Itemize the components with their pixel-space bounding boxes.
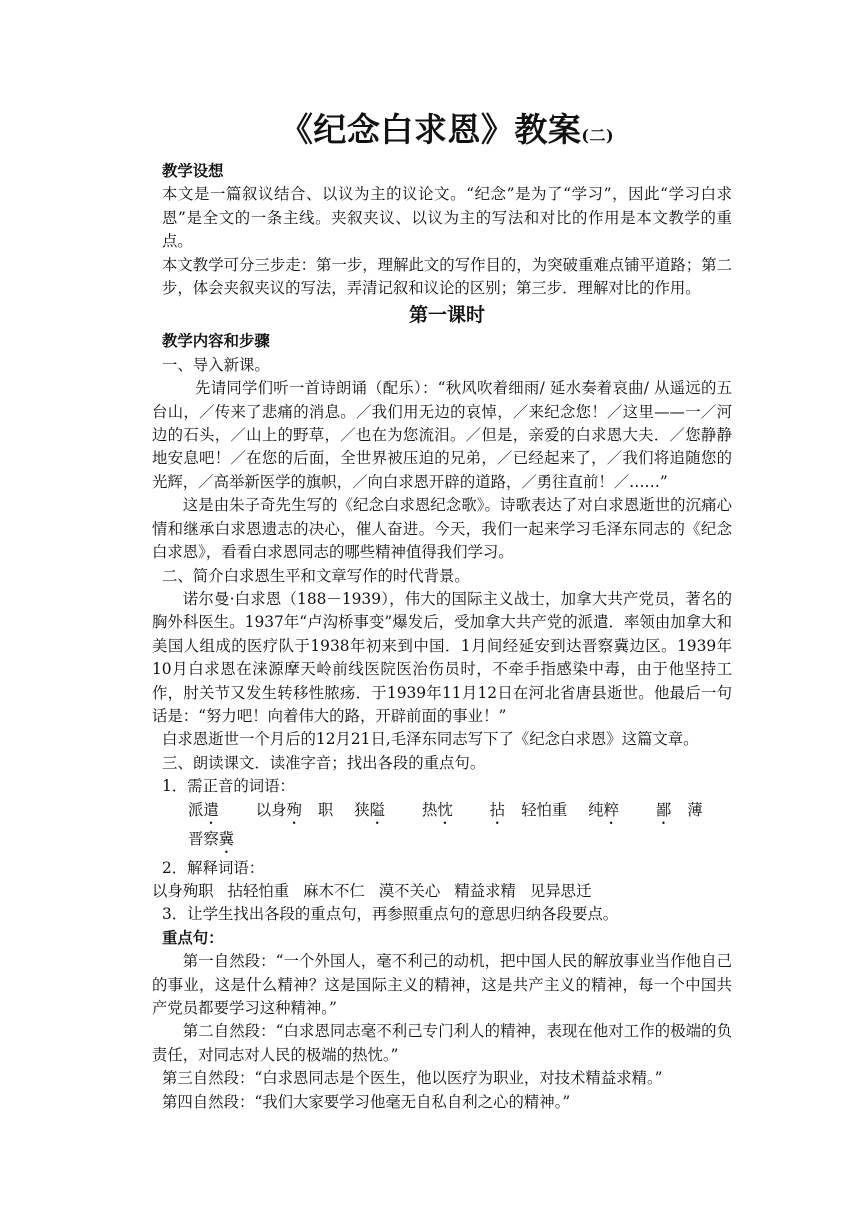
- section-2-heading: 二、简介白求恩生平和文章写作的时代背景。: [162, 566, 470, 585]
- design-heading: 教学设想: [162, 162, 224, 180]
- explain-word: 漠不关心: [378, 881, 441, 900]
- section-2-paragraph-2: 白求恩逝世一个月后的12月21日,毛泽东同志写下了《纪念白求恩》这篇文章。: [162, 730, 699, 749]
- section-3-item-2: 2．解释词语：: [162, 858, 265, 877]
- explain-word: 麻木不仁: [303, 881, 365, 900]
- section-3-item-3: 3．让学生找出各段的重点句，再参照重点句的意思归纳各段要点。: [162, 905, 619, 924]
- pronounce-word: 热忱: [421, 800, 453, 819]
- title-main: 《纪念白求恩》教案: [279, 110, 582, 149]
- key-sentence-1: 第一自然段：“一个外国人，毫不利己的动机，把中国人民的解放事业当作他自己的事业，这是什么精神？这是国际主义的精神，这是共产主义的精神，每一个中国共产党员都要学习这种精神。”: [152, 952, 732, 1017]
- key-sentences-heading: 重点句：: [162, 928, 224, 947]
- explain-word: 拈轻怕重: [227, 881, 290, 900]
- pronounce-word: 以身殉 职: [255, 800, 334, 819]
- pronounce-word: 晋察冀: [188, 829, 235, 848]
- section-3-heading: 三、朗读课文．读准字音；找出各段的重点句。: [162, 753, 486, 772]
- section-2-biography: 诺尔曼·白求恩（188－1939），伟大的国际主义战士，加拿大共产党员，著名的胸外科医生。1937年“卢沟桥事变”爆发后，受加拿大共产党的派遣．率领由加拿大和美国人组成的医疗队于1938年初来到中国．1月间经延安到达晋察冀边区。1939年10月白求恩在涞源摩天岭前线医院医治伤员时，不牵手指感染中毒，由于他坚持工作，肘关节又发生转移性脓疡．于1939年11月12日在河北省唐县逝世。他最后一句话是：“努力吧！向着伟大的路，开辟前面的事业！”: [152, 589, 732, 725]
- lesson-title: 第一课时: [408, 304, 485, 327]
- pronounce-word: 狭隘: [354, 800, 386, 819]
- key-sentence-2: 第二自然段：“白求恩同志毫不利己专门利人的精神，表现在他对工作的极端的负责任，对同志对人民的极端的热忱。”: [152, 1022, 732, 1064]
- explain-word: 精益求精: [454, 881, 516, 900]
- steps-heading: 教学内容和步骤: [162, 332, 270, 351]
- pronounce-word-list: [162, 799, 732, 857]
- section-1-paragraph-2: 这是由朱子奇先生写的《纪念白求恩纪念歌》。诗歌表达了对白求恩逝世的沉痛心情和继承白求恩遗志的决心，催人奋进。今天，我们一起来学习毛泽东同志的《纪念白求恩》，看看白求恩同志的哪些精神值得我们学习。: [152, 496, 732, 562]
- explain-word: 以身殉职: [152, 881, 214, 900]
- pronounce-word: 拈 轻怕重: [489, 800, 568, 819]
- page-title: [162, 108, 732, 158]
- explain-word-list: [152, 880, 732, 903]
- key-sentence-3: 第三自然段：“白求恩同志是个医生，他以医疗为职业，对技术精益求精。”: [162, 1069, 663, 1088]
- title-sub: (二): [581, 126, 615, 145]
- explain-word: 见异思迁: [529, 881, 592, 900]
- section-1-heading: 一、导入新课。: [162, 355, 270, 374]
- pronounce-word: 派遣: [188, 800, 219, 819]
- section-3-item-1: 1．需正音的词语：: [162, 777, 295, 796]
- design-paragraph-1: 本文是一篇叙议结合、以议为主的议论文。“纪念”是为了“学习”，因此“学习白求恩”是全文的一条主线。夹叙夹议、以议为主的写法和对比的作用是本文教学的重点。: [162, 185, 732, 251]
- pronounce-word: 纯粹: [588, 800, 619, 819]
- design-paragraph-2: 本文教学可分三步走：第一步，理解此文的写作目的，为突破重难点铺平道路；第二步，体会夹叙夹议的写法，弄清记叙和议论的区别；第三步．理解对比的作用。: [162, 255, 732, 298]
- pronounce-word: 鄙 薄: [655, 800, 703, 819]
- key-sentence-4: 第四自然段：“我们大家要学习他毫无自私自利之心的精神。”: [162, 1092, 571, 1111]
- document-page: [152, 108, 732, 1114]
- section-1-poem-paragraph: 先请同学们听一首诗朗诵（配乐）：“秋风吹着细雨/ 延水奏着哀曲/ 从遥远的五台山，／传来了悲痛的消息。／我们用无边的哀悼，／来纪念您！／这里——一／河边的石头，／山上的野草，／也在为您流泪。／但是，亲爱的白求恩大夫．／您静静地安息吧！／在您的后面，全世界被压迫的兄弟，／已经起来了，／我们将追随您的光辉，／高举新医学的旗帜，／向白求恩开辟的道路，／勇往直前！／……”: [152, 379, 732, 491]
